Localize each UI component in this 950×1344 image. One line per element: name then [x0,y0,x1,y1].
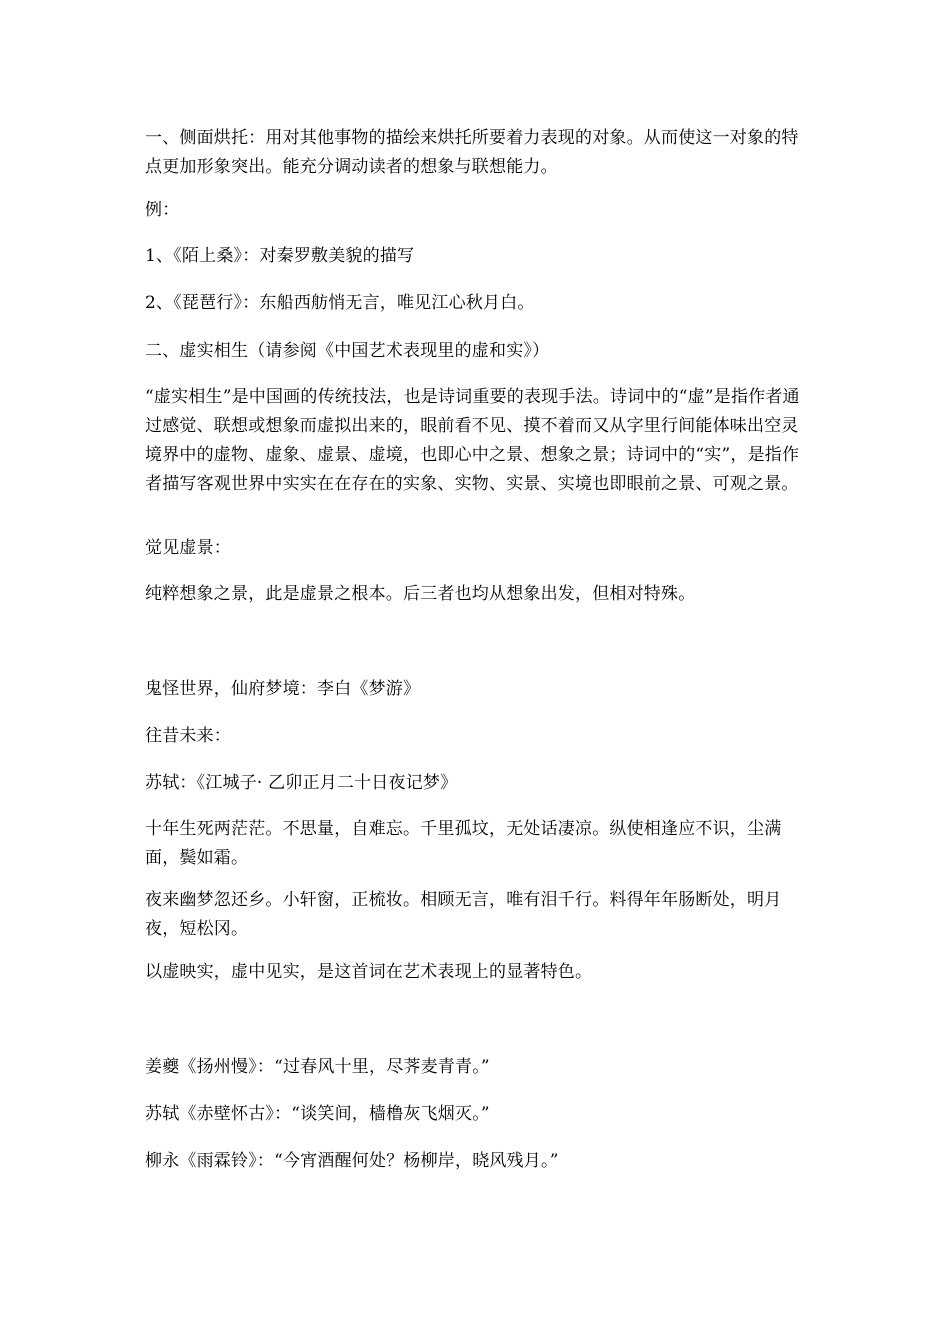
paragraph-poem-stanza-2: 夜来幽梦忽还乡。小轩窗，正梳妆。相顾无言，唯有泪千行。料得年年肠断处，明月夜，短松冈。 [145,890,782,939]
paragraph-sushi-title: 苏轼：《江城子· 乙卯正月二十日夜记梦》 [145,773,458,793]
paragraph-example-1: 1、《陌上桑》：对秦罗敷美貌的描写 [145,246,415,266]
paragraph-example-label: 例： [145,200,180,220]
paragraph-poem-stanza-1: 十年生死两茫茫。不思量，自难忘。千里孤坟，无处话凄凉。纵使相逢应不识，尘满面，鬓如霜。 [145,819,782,868]
paragraph-side-contrast: 一、侧面烘托：用对其他事物的描绘来烘托所要着力表现的对象。从而使这一对象的特点更加形象突出。能充分调动读者的想象与联想能力。 [145,128,799,177]
paragraph-poem-commentary: 以虚映实，虚中见实，是这首词在艺术表现上的显著特色。 [145,962,593,982]
paragraph-sushi-quote: 苏轼《赤壁怀古》：“谈笑间，樯橹灰飞烟灭。” [145,1104,490,1124]
paragraph-example-2: 2、《琵琶行》：东船西舫悄无言，唯见江心秋月白。 [145,293,535,313]
paragraph-past-future: 往昔未来： [145,726,231,746]
paragraph-pure-imagination: 纯粹想象之景，此是虚景之根本。后三者也均从想象出发，但相对特殊。 [145,584,696,604]
paragraph-xushi-definition: “虚实相生”是中国画的传统技法，也是诗词重要的表现手法。诗词中的“虚”是指作者通过感觉、联想或想象而虚拟出来的，眼前看不见、摸不着而又从字里行间能体味出空灵境界中的虚物、虚象、虚景、虚境，也即心中之景、想象之景；诗词中的“实”，是指作者描写客观世界中实实在在存在的实象、实物、实景、实境也即眼前之景、可观之景。 [145,387,800,494]
paragraph-liu-yong-quote: 柳永《雨霖铃》：“今宵酒醒何处？杨柳岸，晓风残月。” [145,1151,559,1171]
paragraph-ghost-world: 鬼怪世界，仙府梦境：李白《梦游》 [145,679,421,699]
paragraph-section-2-heading: 二、虚实相生（请参阅《中国艺术表现里的虚和实》） [145,341,550,361]
paragraph-jiang-kui-quote: 姜夔《扬州慢》：“过春风十里，尽荠麦青青。” [145,1057,490,1077]
paragraph-jue-jian-xu-jing: 觉见虚景： [145,538,231,558]
